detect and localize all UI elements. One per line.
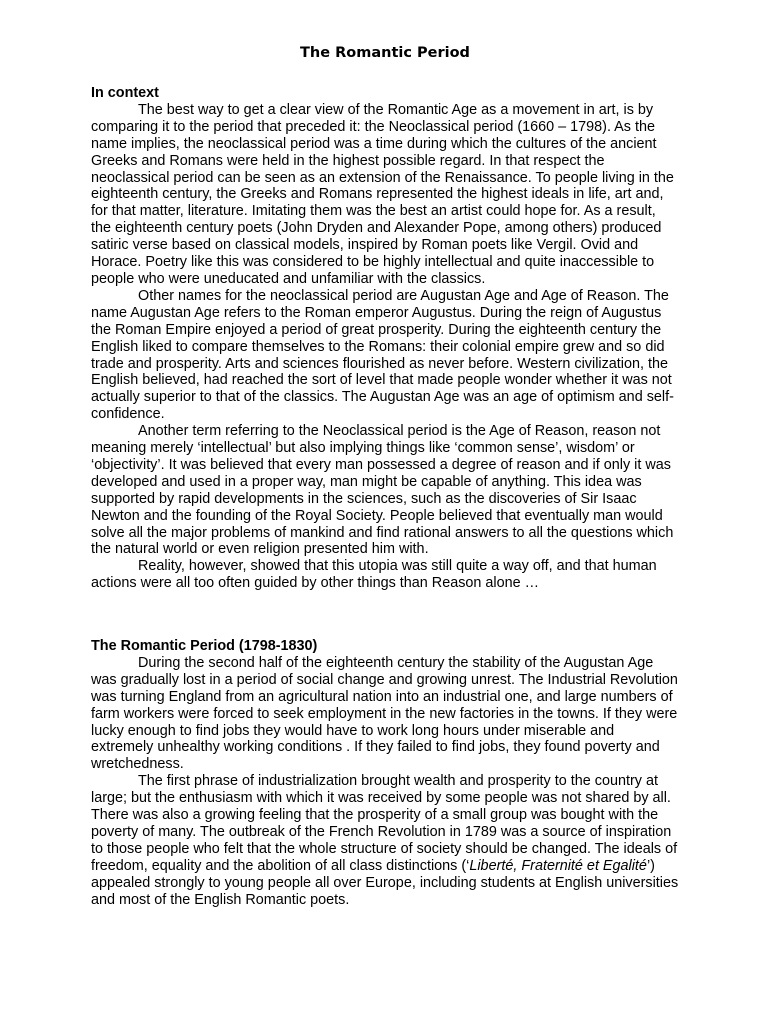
- paragraph: [91, 773, 679, 908]
- paragraph: Another term referring to the Neoclassical period is the Age of Reason, reason not meaning merely ‘intellectual’ but also implying things like ‘common sense’, wisdom’ or ‘objectivity’. It was believed that every man possessed a degree of reason and if only it was developed and used in a proper way, man might be capable of anything. This idea was supported by rapid developments in the sciences, such as the discoveries of Sir Isaac Newton and the founding of the Royal Society. People believed that eventually man would solve all the major problems of mankind and find rational answers to all the questions which the natural world or even religion presented him with.: [91, 423, 674, 558]
- section-romantic-period: [91, 638, 679, 909]
- paragraph: Reality, however, showed that this utopia was still quite a way off, and that human actions were all too often guided by other things than Reason alone …: [91, 558, 657, 592]
- paragraph-text: ’) appealed strongly to young people all over Europe, including students at English universities and most of the English Romantic poets.: [91, 857, 679, 908]
- document-title: The Romantic Period: [300, 45, 470, 61]
- section-in-context: [91, 85, 679, 592]
- paragraph: During the second half of the eighteenth century the stability of the Augustan Age was gradually lost in a period of social change and growing unrest. The Industrial Revolution was turning England from an agricultural nation into an industrial one, and large numbers of farm workers were forced to seek employment in the new factories in the towns. If they were lucky enough to find jobs they would have to work long hours under miserable and extremely unhealthy working conditions . If they failed to find jobs, they found poverty and wretchedness.: [91, 654, 678, 773]
- section-heading: In context: [91, 85, 159, 101]
- section-heading: The Romantic Period (1798-1830): [91, 638, 318, 654]
- italic-phrase: Liberté, Fraternité et Egalité: [469, 857, 647, 874]
- paragraph: The best way to get a clear view of the Romantic Age as a movement in art, is by comparing it to the period that preceded it: the Neoclassical period (1660 – 1798). As the name implies, the neoclassical period was a time during which the cultures of the ancient Greeks and Romans were held in the highest possible regard. In that respect the neoclassical period can be seen as an extension of the Renaissance. To people living in the eighteenth century, the Greeks and Romans represented the highest ideals in life, art and, for that matter, literature. Imitating them was the best an artist could hope for. As a result, the eighteenth century poets (John Dryden and Alexander Pope, among others) produced satiric verse based on classical models, inspired by Roman poets like Vergil. Ovid and Horace. Poetry like this was considered to be highly intellectual and quite inaccessible to people who were uneducated and unfamiliar with the classics.: [91, 101, 674, 287]
- paragraph-text: The first phrase of industrialization brought wealth and prosperity to the country at large; but the enthusiasm with which it was received by some people was not shared by all. There was also a growing feeling that the prosperity of a small group was bought with the poverty of many. The outbreak of the French Revolution in 1789 was a source of inspiration to those people who felt that the whole structure of society should be changed. The ideals of freedom, equality and the abolition of all class distinctions (‘: [91, 773, 678, 874]
- paragraph: Other names for the neoclassical period are Augustan Age and Age of Reason. The name Augustan Age refers to the Roman emperor Augustus. During the reign of Augustus the Roman Empire enjoyed a period of great prosperity. During the eighteenth century the English liked to compare themselves to the Romans: their colonial empire grew and so did trade and prosperity. Arts and sciences flourished as never before. Western civilization, the English believed, had reached the sort of level that made people wonder whether it was not actually superior to that of the classics. The Augustan Age was an age of optimism and self-confidence.: [91, 287, 674, 423]
